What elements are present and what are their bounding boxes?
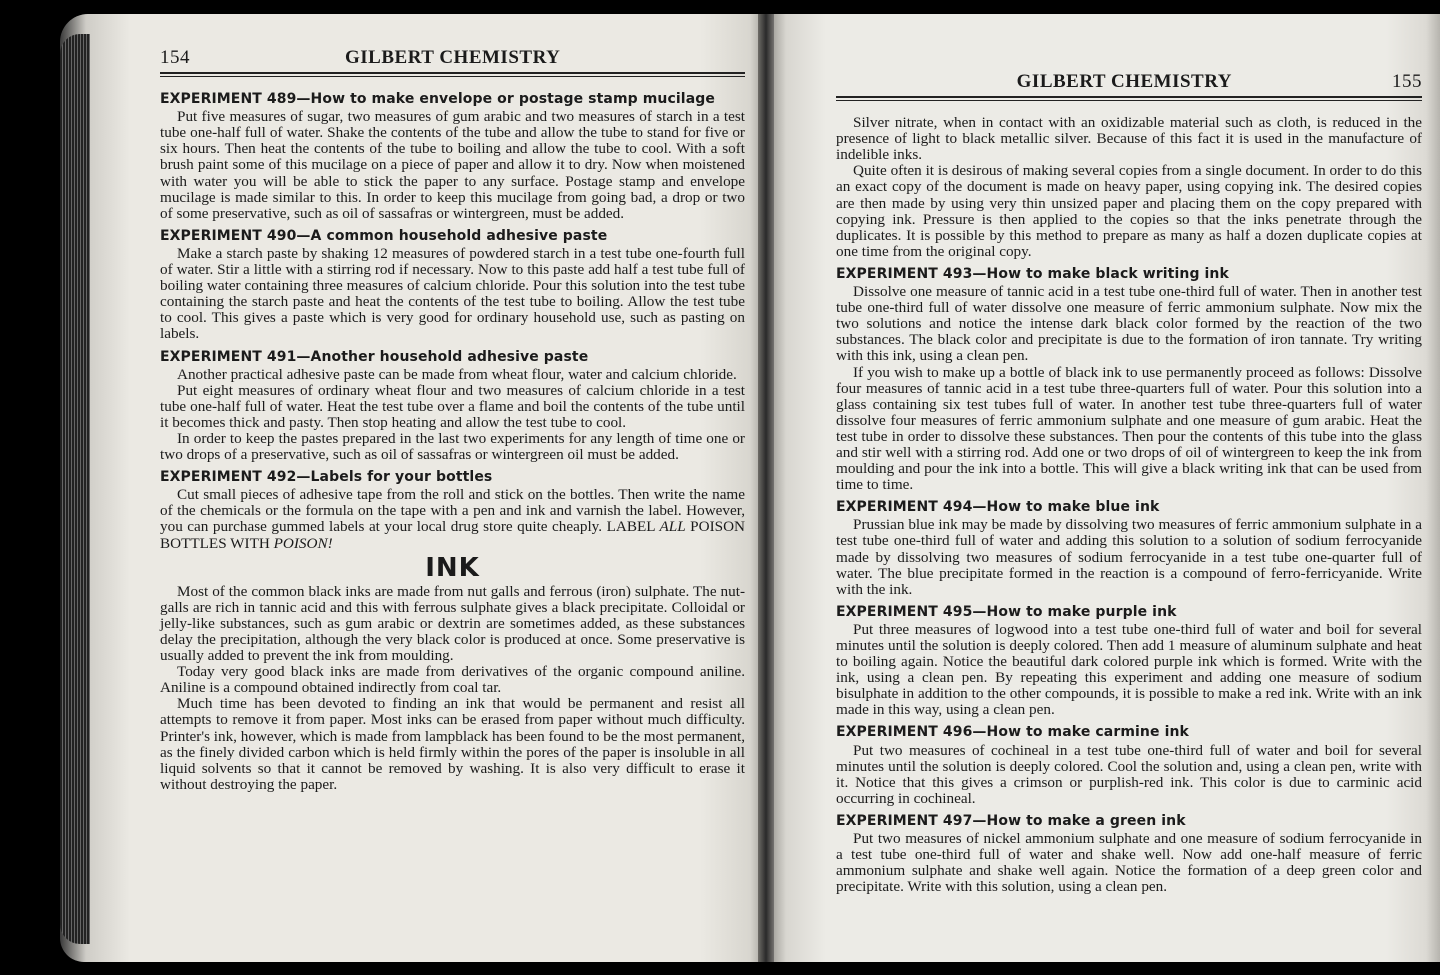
paragraph: Put two measures of nickel ammonium sulphate and one measure of sodium ferrocyanide in a test tube one-third full of water and shake well. Now add one-half measure of ferric ammonium sulphate and shake well again. Notice the formation of a deep green color and precipitate. Write with this solution, using a clean pen. xyxy=(836,830,1422,896)
running-title: GILBERT CHEMISTRY xyxy=(345,47,561,68)
page-number: 155 xyxy=(1392,71,1422,92)
paragraph: If you wish to make up a bottle of black ink to use permanently proceed as follows: Dissolve four measures of tannic acid in a test tube three-quarters full of water. Pour this solution into a glass containing six test tubes full of water. In another test tube three-quarters full of water dissolve four measures of ferric ammonium sulphate and one measure of gum arabic. Heat the test tube in order to dissolve these substances. Then pour the contents of this tube into the glass and stir well with a stirring rod. Add one or two drops of oil of wintergreen to keep the ink from moulding and pour the ink into a bottle. This will give a black writing ink that can be used from time to time. xyxy=(836,363,1422,494)
page-number: 154 xyxy=(160,47,190,68)
paragraph: Prussian blue ink may be made by dissolving two measures of ferric ammonium sulphate in a test tube one-third full of water and adding this solution to a solution of sodium ferrocyanide made by dissolving two measures of sodium ferrocyanide in a test tube one-quarter full of water. The blue precipitate formed in the reaction is a compound of ferro-ferricyanide. Write with the ink. xyxy=(836,516,1422,598)
paragraph-with-warning xyxy=(160,487,745,551)
right-page-content xyxy=(836,71,1422,896)
page-edge xyxy=(60,34,90,944)
experiment-heading: EXPERIMENT 492—Labels for your bottles xyxy=(160,469,493,486)
paragraph: Quite often it is desirous of making several copies from a single document. In order to do this an exact copy of the document is made on heavy paper, using copying ink. The desired copies are then made by using very thin unsized paper and placing them on the copy prepared with copying ink. Pressure is then applied to the copies so that the inks penetrate through the duplicates. It is possible by this method to prepare as many as half a dozen duplicate copies at one time from the original copy. xyxy=(836,162,1422,260)
paragraph: In order to keep the pastes prepared in the last two experiments for any length of time one or two drops of a preservative, such as oil of sassafras or wintergreen oil must be added. xyxy=(160,429,745,464)
paragraph: Much time has been devoted to finding an ink that would be permanent and resist all attempts to remove it from paper. Most inks can be erased from paper without much difficulty. Printer's ink, however, which is made from lampblack has been found to be the most permanent, as the finely divided carbon which is held firmly within the pores of the paper is insoluble in all liquid solvents so that it cannot be removed by washing. It is also very difficult to erase it without destroying the paper. xyxy=(160,695,746,793)
header-rule xyxy=(160,72,745,77)
right-page xyxy=(766,14,1440,962)
paragraph: Dissolve one measure of tannic acid in a test tube one-third full of water. Then in another test tube one-third full of water dissolve one measure of ferric ammonium sulphate. Now mix the two solutions and notice the intense dark black color formed by the reaction of the two substances. The black color and precipitate is due to the formation of iron tannate. Try writing with this ink, using a clean pen. xyxy=(836,283,1422,365)
paragraph-text: Cut small pieces of adhesive tape from the roll and stick on the bottles. Then write the name of the chemicals or the formula on the tape with a pen and ink and varnish the label. However, you can purchase gummed labels at your local drug store quite cheaply. xyxy=(160,486,745,536)
paragraph: Most of the common black inks are made from nut galls and ferrous (iron) sulphate. The nut-galls are rich in tannic acid and this with ferrous sulphate gives a black precipitate. Colloidal or jelly-like substances, such as gum arabic or dextrin are sometimes added, as these substances delay the precipitation, although the very black color is produced at once. Some preservative is usually added to prevent the ink from moulding. xyxy=(160,582,745,665)
experiment-heading: EXPERIMENT 495—How to make purple ink xyxy=(836,603,1177,620)
left-page-content xyxy=(160,47,746,793)
left-page-header xyxy=(160,47,745,68)
paragraph: Put three measures of logwood into a test tube one-third full of water and boil for several minutes until the solution is deeply colored. Then add 1 measure of aluminum sulphate and heat to boiling again. Notice the beautiful dark colored purple ink which is formed. Write with the ink, using a clean pen. By repeating this experiment and adding one measure of sodium bisulphate in addition to the other compounds, it is possible to make a red ink. Write with an ink made in this way, using a clean pen. xyxy=(836,620,1422,719)
experiment-heading: EXPERIMENT 490—A common household adhesive paste xyxy=(160,227,608,244)
warning-text-d: POISON! xyxy=(273,534,333,552)
right-page-header xyxy=(836,71,1422,92)
experiment-heading: EXPERIMENT 491—Another household adhesive paste xyxy=(160,348,589,365)
running-title: GILBERT CHEMISTRY xyxy=(1016,71,1232,92)
open-book xyxy=(60,14,1440,962)
book-gutter xyxy=(758,14,774,962)
experiment-heading: EXPERIMENT 496—How to make carmine ink xyxy=(836,724,1189,741)
experiment-heading: EXPERIMENT 494—How to make blue ink xyxy=(836,499,1160,516)
experiment-heading: EXPERIMENT 489—How to make envelope or postage stamp mucilage xyxy=(160,91,715,108)
paragraph: Make a starch paste by shaking 12 measures of powdered starch in a test tube one-fourth full of water. Stir a little with a stirring rod if necessary. Now to this paste add half a test tube full of boiling water containing three measures of calcium chloride. Pour this solution into the test tube containing the starch paste and heat the contents of the test tube to boiling. Allow the test tube to cool. This gives a paste which is very good for ordinary household use, such as pasting on labels. xyxy=(160,244,745,343)
warning-text-a: LABEL xyxy=(606,518,660,536)
header-rule xyxy=(836,96,1422,101)
paragraph: Put two measures of cochineal in a test tube one-third full of water and boil for several minutes until the solution is deeply colored. Cool the solution and, using a clean pen, write with it. Notice that this gives a crimson or purplish-red ink. This color is due to carminic acid occurring in cochineal. xyxy=(836,741,1422,807)
experiment-heading: EXPERIMENT 493—How to make black writing ink xyxy=(836,265,1229,282)
paragraph: Today very good black inks are made from derivatives of the organic compound aniline. Aniline is a compound obtained indirectly from coal tar. xyxy=(160,663,745,697)
experiment-heading: EXPERIMENT 497—How to make a green ink xyxy=(836,812,1186,829)
paragraph: Silver nitrate, when in contact with an oxidizable material such as cloth, is reduced in the presence of light to black metallic silver. Because of this fact it is used in the manufacture of indelible inks. xyxy=(836,114,1422,164)
paragraph: Another practical adhesive paste can be made from wheat flour, water and calcium chloride. xyxy=(177,365,737,383)
paragraph: Put eight measures of ordinary wheat flour and two measures of calcium chloride in a test tube one-half full of water. Heat the test tube over a flame and boil the contents of the tube until it becomes thick and pasty. Then stop heating and allow the test tube to cool. xyxy=(160,381,745,431)
paragraph: Put five measures of sugar, two measures of gum arabic and two measures of starch in a test tube one-half full of water. Shake the contents of the tube and allow the tube to stand for five or six hours. Then heat the contents of the tube to boiling and allow the tube to cool. With a soft brush paint some of this mucilage on a piece of paper and allow it to dry. Now when moistened with water you will be able to stick the paper to any surface. Postage stamp and envelope mucilage is made similar to this. In order to keep this mucilage from going bad, a drop or two of some preservative, such as oil of sassafras or wintergreen, must be added. xyxy=(160,108,745,222)
section-title-ink: INK xyxy=(425,552,480,583)
warning-text-b: ALL xyxy=(659,518,686,536)
left-page xyxy=(60,14,766,962)
warning-text-c: POISON BOTTLES WITH xyxy=(160,518,746,552)
